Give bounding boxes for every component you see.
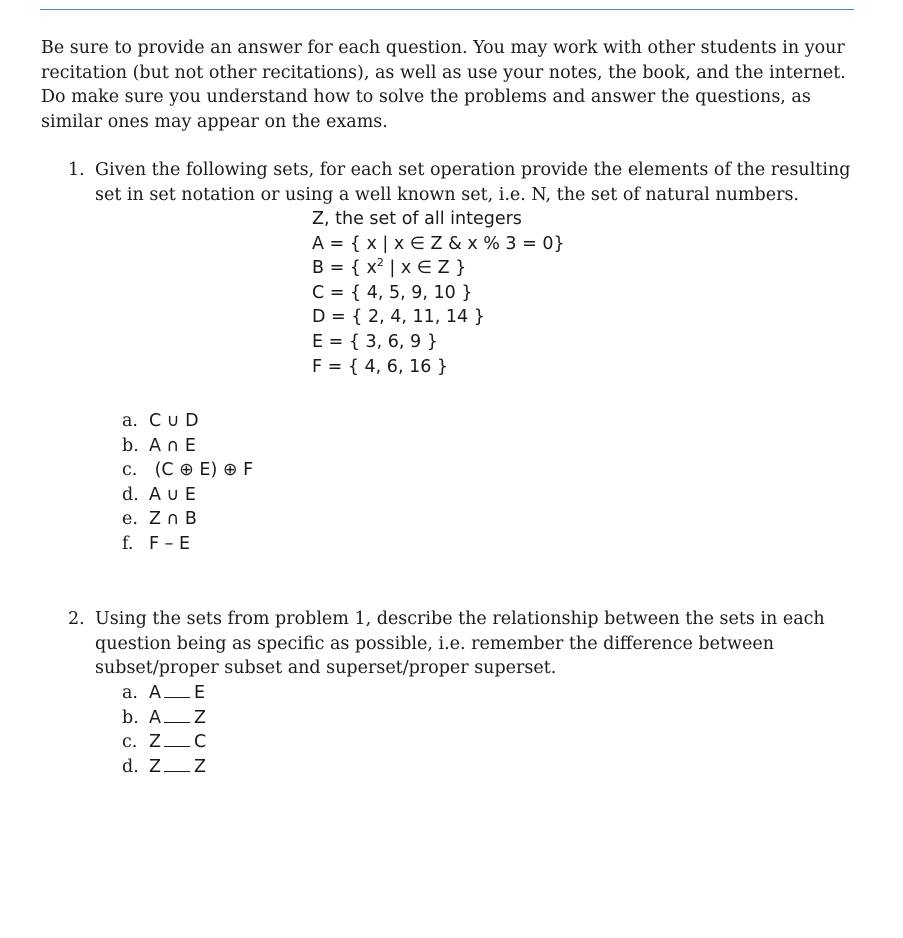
- list-item: [122, 681, 206, 706]
- question-text: Using the sets from problem 1, describe the relationship between the sets in each question being as specific as possible, i.e. remember the difference between subset/proper subset and superset/proper superset.: [95, 609, 825, 678]
- set-def-e: E = { 3, 6, 9 }: [312, 331, 438, 352]
- set-def-d: D = { 2, 4, 11, 14 }: [312, 307, 485, 328]
- part-expression: Z ∩ B: [149, 509, 197, 530]
- right-set: Z: [193, 707, 206, 728]
- list-item: [122, 755, 206, 780]
- list-item: [122, 532, 253, 557]
- set-def-b: [312, 256, 565, 281]
- part-expression: A ∪ E: [149, 484, 196, 505]
- set-def-b-exponent: 2: [376, 256, 384, 270]
- part-label: b.: [122, 707, 139, 728]
- left-set: A: [149, 683, 161, 703]
- part-label: a.: [122, 683, 138, 703]
- left-set: A: [149, 707, 161, 728]
- list-item: [122, 483, 253, 508]
- part-expression: F – E: [149, 533, 190, 554]
- list-item: [122, 434, 253, 459]
- part-expression: (C ⊕ E) ⊕ F: [149, 460, 254, 481]
- part-expression: C ∪ D: [149, 411, 199, 431]
- answer-blank[interactable]: [164, 756, 190, 772]
- part-label: b.: [122, 435, 139, 456]
- set-def-f: F = { 4, 6, 16 }: [312, 356, 449, 377]
- list-item: [122, 409, 253, 434]
- question-number: 1.: [68, 160, 85, 180]
- set-def-a: A = { x | x ∈ Z & x % 3 = 0}: [312, 233, 565, 254]
- set-def-z: Z, the set of all integers: [312, 209, 522, 229]
- set-def-b-prefix: B = { x: [312, 258, 377, 279]
- answer-blank[interactable]: [164, 707, 190, 723]
- right-set: Z: [194, 756, 206, 777]
- set-def-c: C = { 4, 5, 9, 10 }: [312, 282, 473, 303]
- question-2: [68, 607, 868, 681]
- part-label: e.: [122, 509, 138, 530]
- header-rule: [40, 9, 854, 10]
- list-item: [122, 730, 206, 755]
- left-set: Z: [149, 732, 161, 753]
- question-1: [68, 158, 868, 207]
- answer-blank[interactable]: [164, 731, 190, 747]
- part-label: d.: [122, 484, 139, 505]
- part-label: d.: [122, 756, 139, 777]
- part-label: c.: [122, 460, 138, 481]
- question-text: Given the following sets, for each set operation provide the elements of the resulting set in set notation or using a well known set, i.e. N, the set of natural numbers.: [95, 160, 851, 205]
- question-1-parts: [122, 409, 253, 557]
- question-number: 2.: [68, 609, 85, 629]
- set-definitions: [312, 207, 565, 379]
- left-set: Z: [149, 756, 161, 777]
- part-label: a.: [122, 411, 138, 431]
- list-item: [122, 706, 206, 731]
- part-label: f.: [122, 533, 134, 554]
- right-set: C: [194, 732, 207, 753]
- part-expression: A ∩ E: [149, 435, 196, 456]
- part-label: c.: [122, 732, 138, 753]
- set-def-b-suffix: | x ∈ Z }: [383, 258, 467, 279]
- list-item: [122, 507, 253, 532]
- right-set: E: [193, 683, 206, 703]
- list-item: [122, 458, 253, 483]
- answer-blank[interactable]: [164, 682, 190, 698]
- question-2-parts: [122, 681, 206, 779]
- instructions-paragraph: Be sure to provide an answer for each question. You may work with other students in your recitation (but not other recitations), as well as use your notes, the book, and the internet. Do make sure you understand how to solve the problems and answer the questions, as similar ones may appear on the exams.: [41, 38, 846, 132]
